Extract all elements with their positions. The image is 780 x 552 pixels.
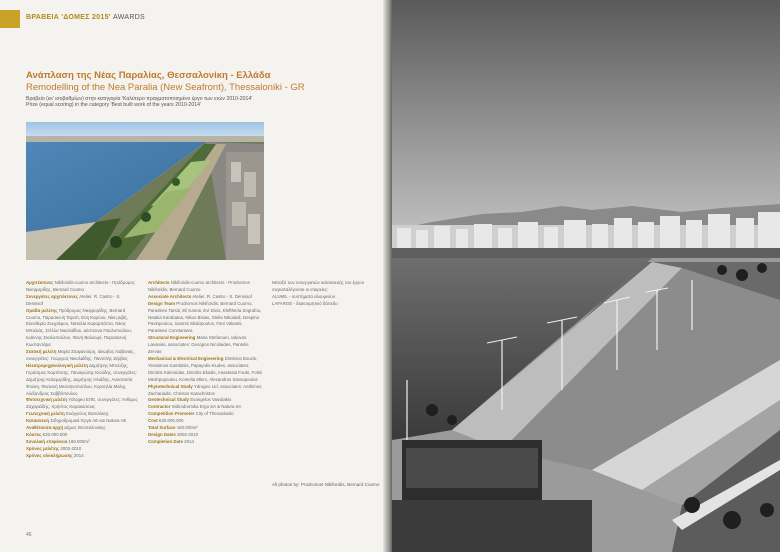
right-page-photo bbox=[392, 0, 780, 552]
credit-line: Κόστος €20.000.000 bbox=[26, 431, 68, 437]
credit-line: Total Surface 160.000m² bbox=[148, 425, 198, 431]
section-header bbox=[26, 14, 145, 21]
credit-line: Design Dates 2002-2010 bbox=[148, 431, 199, 437]
credit-line: Αρχιτέκτονες Nikiforidis-cuomo architects - Πρόδρομος Νικηφορίδης, Bernard Cuomo bbox=[26, 280, 135, 292]
credit-line: Design Team Prodromos Nikiforidis, Bernard Cuomo, Paraskevi Tarsiti, Eli Karioti, Evi Divio, Eleftheria Zografou, Natalia Karabatsa, Nikos Bisias, Stella Nikolaidi, Despina Pavlopoulou, Ioannis Skalopoulos, Fani Valsami, Paraskevi Constantara bbox=[148, 300, 262, 334]
credit-line: Mechanical & Electrical Engineering Dimitrios Bouzis, Yerasimos Kambitsis, Papayotis Kiudes, associates: Dimitris Kalemidas, Dimitris Eliadis, Anastasia Fouki, Fotini Meshpopoulou, Komelia Mlerc, Alexandros Savvopoulos bbox=[148, 355, 263, 382]
credit-line: Χρόνος μελέτης 2002-2010 bbox=[26, 445, 82, 451]
credit-line: Χρόνος ολοκλήρωσης 2014 bbox=[26, 452, 84, 458]
credit-line: Συνολική επιφάνεια 160.000m² bbox=[26, 438, 90, 444]
credit-line: Contractor Sidirodromika Ergo SA & Natura SA bbox=[148, 404, 242, 410]
left-page bbox=[0, 0, 388, 552]
prize-text-greek: Βραβείο (εκ' ισοβαθμίων) στην κατηγορία 'Καλύτερο πραγματοποιημένο έργο των ετών 2010-2014' bbox=[26, 96, 253, 102]
credit-line: Φυτοτεχνική μελέτη Ydrogeo ΕΠΕ, συνεργάτες: Άνθιμος Ζαχαριάδης, Χρήστος Καρακώτσιος bbox=[26, 397, 138, 410]
credit-line: Associate Architects Atelier. R. Castro - S. Denissof bbox=[148, 293, 252, 299]
materials-line: ALUMIL - συστήματα αλουμινίου bbox=[272, 293, 336, 299]
header-accent-bar bbox=[0, 10, 20, 28]
header-label-greek: ΒΡΑΒΕΙΑ 'ΔΟΜΕΣ 2015' bbox=[26, 14, 111, 21]
materials-column bbox=[272, 280, 380, 308]
credit-line: Γεωτεχνική μελέτη Ευάγγελος Βασιλάκης bbox=[26, 411, 109, 417]
credit-line: Αναθέτουσα αρχή Δήμος Θεσσαλονίκης bbox=[26, 425, 106, 431]
credits-column-greek bbox=[26, 280, 138, 460]
project-title-english: Remodelling of the Nea Paralia (New Seafront), Thessaloniki - GR bbox=[26, 82, 305, 93]
prize-text-english: Prize (equal scoring) in the category 'Best built work of the years 2010-2014' bbox=[26, 102, 201, 108]
credit-line: Competition Promoter City of Thessaloniki bbox=[148, 411, 234, 417]
credit-line: Συνεργάτες αρχιτέκτονες Atelier. R. Castro - S. Denissof bbox=[26, 293, 121, 306]
credits-column-english bbox=[148, 280, 263, 446]
credit-line: Ομάδα μελέτης Πρόδρομος Νικηφορίδης, Bernard Cuomo, Παρασκευή Ταρσίτ, Εύη Καρύου, Νίκη Διβή, Ελευθερία Ζωγράφου, Ναταλία Καραμπάτσα, Νίκος Μπαλιάς, Στέλλα Νικολαΐδου, Δέσποινα Παυλοπούλου, Ιωάννης Σκαλοπούλου, Φανή Βαλαωρί, Παρασκευή Κωσταντάρα bbox=[26, 307, 133, 348]
page-number: 46 bbox=[26, 532, 32, 538]
materials-line: LAFARGE - διακοσμητικό δάπεδο bbox=[272, 300, 338, 306]
credit-line: Ηλεκτρομηχανολογική μελέτη Δημήτρης Μπούζης, Γεράσιμος Καμπίτσης, Παναγιώτης Κιούδης, συνεργάτες: Δημήτρης Καλεμερίδης, Δημήτρης Ηλιάδης, Αναστασία Φούκη, Φωτεινή Μεσσηνοπούλου, Κορνηλία Μαλιχ, Αλέξανδρος Σαββόπουλος bbox=[26, 362, 137, 396]
header-label-english: AWARDS bbox=[113, 14, 146, 21]
credit-line: Κατασκευή Σιδηροδρομικά Έργα ΑΕ και Natura ΑΕ bbox=[26, 418, 127, 424]
credit-line: Architects Nikiforidis-cuomo architects - Prodromos Nikiforidis, Bernard Cuomo bbox=[148, 280, 250, 292]
aerial-seafront-photo bbox=[26, 122, 264, 260]
credit-line: Cost €20.000.000 bbox=[148, 418, 184, 424]
credit-line: Structural Engineering Maria Stefanouri, Iakovos Lavanias, associates: Georgios Nicolaides, Pantelis Zervas bbox=[148, 335, 249, 355]
credit-line: Geotechnical Study Evangelos Vassilakis bbox=[148, 397, 232, 403]
credit-line: Στατική μελέτη Μαρία Σταφανούρη, Ιάκωβος Λαβάνιας, συνεργάτες: Γεώργιος Νικολαΐδης, Παντελής Ζέρβας bbox=[26, 349, 135, 361]
photo-credit: All photos by: Prodromos Nikiforidis, Bernard Cuomo bbox=[272, 482, 380, 487]
project-title-greek: Ανάπλαση της Νέας Παραλίας, Θεσσαλονίκη - Ελλάδα bbox=[26, 70, 271, 81]
credit-line: Completion Date 2014 bbox=[148, 438, 194, 444]
credit-line: Phytotechnical Study Ydrogeo Ltd, associates: Anthimos Zachariadis, Christos Karachristos bbox=[148, 383, 262, 396]
materials-line: Μεταξύ των συνεργατών κατασκευής του έργου συγκαταλέγονται οι εταιρείες: bbox=[272, 280, 365, 292]
